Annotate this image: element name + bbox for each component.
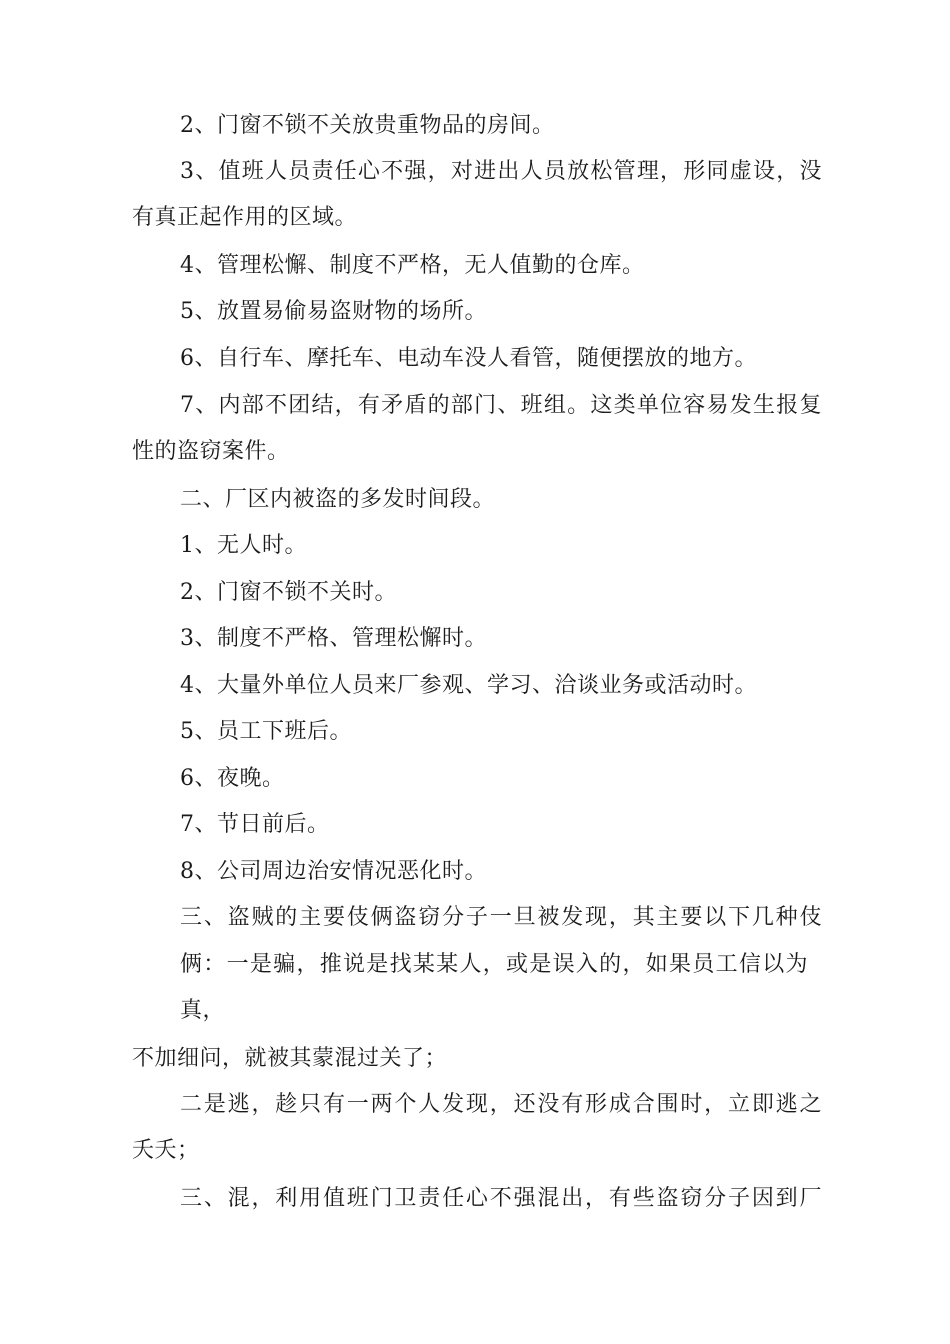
text-line: 1、无人时。 [180, 533, 307, 558]
text-line: 3、值班人员责任心不强，对进出人员放松管理，形同虚设，没 [180, 159, 822, 184]
text-line: 4、管理松懈、制度不严格，无人值勤的仓库。 [180, 253, 645, 278]
text-line: 三、盗贼的主要伎俩盗窃分子一旦被发现，其主要以下几种伎 [180, 905, 822, 930]
text-line: 三、混，利用值班门卫责任心不强混出，有些盗窃分子因到厂 [180, 1186, 822, 1211]
text-line: 8、公司周边治安情况恶化时。 [180, 859, 487, 884]
text-line: 二、厂区内被盗的多发时间段。 [180, 487, 496, 512]
text-line: 3、制度不严格、管理松懈时。 [180, 626, 487, 651]
text-line: 俩：一是骗，推说是找某某人，或是误入的，如果员工信以为 [180, 952, 808, 977]
text-line: 夭夭； [132, 1138, 200, 1163]
text-line: 2、门窗不锁不关放贵重物品的房间。 [180, 113, 555, 138]
text-line: 7、内部不团结，有矛盾的部门、班组。这类单位容易发生报复 [180, 393, 822, 418]
text-line: 6、夜晚。 [180, 766, 285, 791]
text-line: 不加细问，就被其蒙混过关了； [132, 1046, 448, 1071]
text-line: 真， [180, 998, 226, 1023]
text-line: 有真正起作用的区域。 [132, 205, 358, 230]
text-line: 二是逃，趁只有一两个人发现，还没有形成合围时，立即逃之 [180, 1092, 822, 1117]
text-line: 4、大量外单位人员来厂参观、学习、洽谈业务或活动时。 [180, 673, 757, 698]
text-line: 6、自行车、摩托车、电动车没人看管，随便摆放的地方。 [180, 346, 757, 371]
text-line: 7、节日前后。 [180, 812, 330, 837]
text-line: 性的盗窃案件。 [132, 439, 290, 464]
text-line: 2、门窗不锁不关时。 [180, 580, 397, 605]
text-line: 5、放置易偷易盗财物的场所。 [180, 299, 487, 324]
text-line: 5、员工下班后。 [180, 719, 352, 744]
